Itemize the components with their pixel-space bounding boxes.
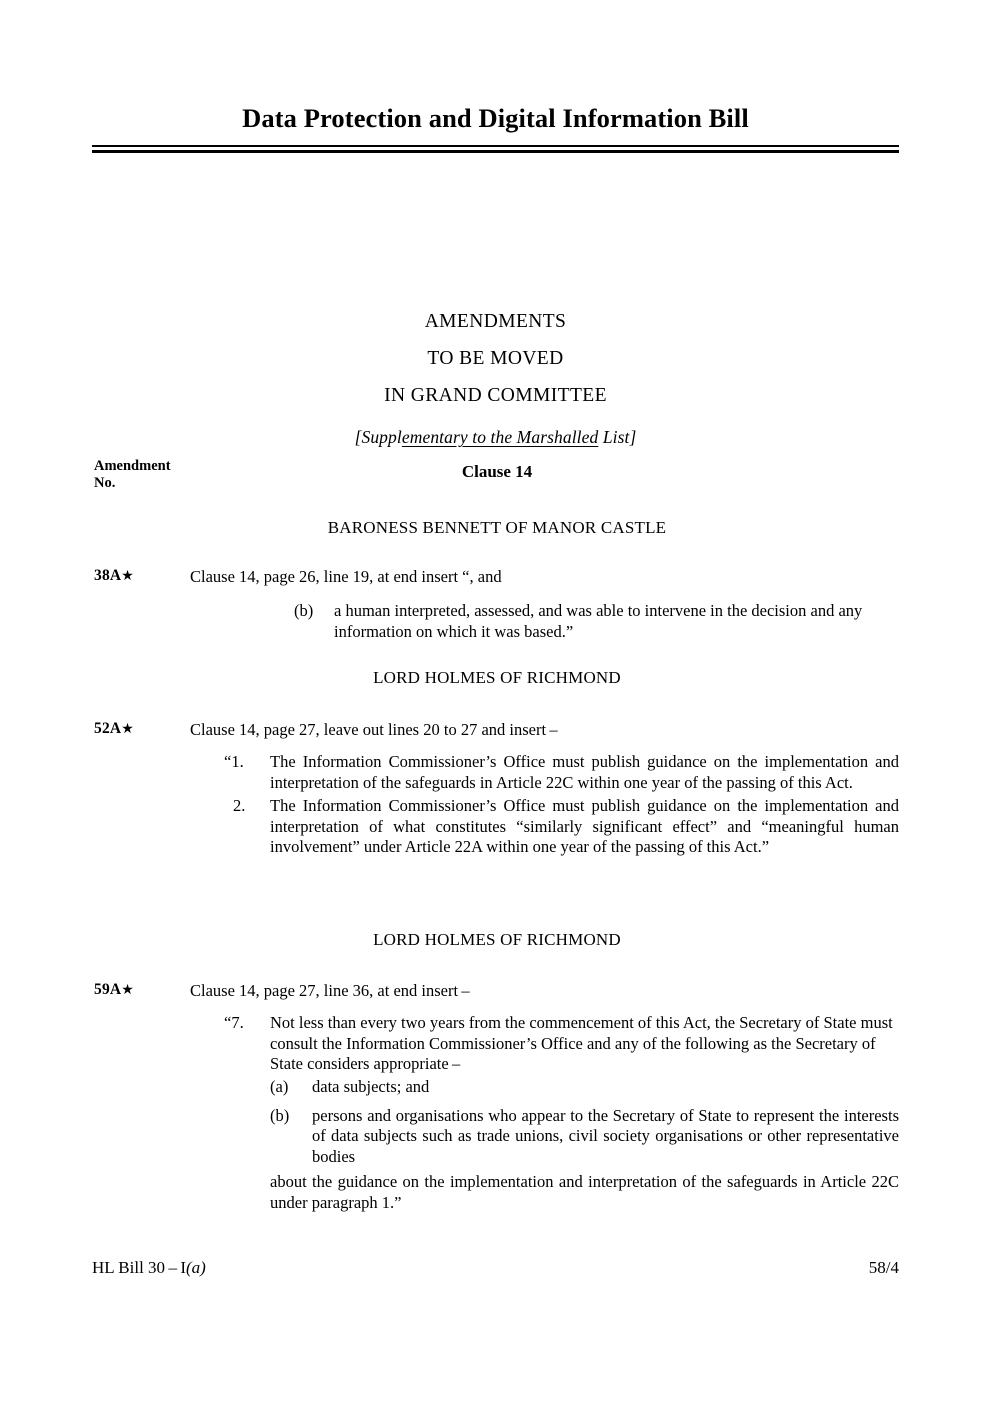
member-name-holmes-2: LORD HOLMES OF RICHMOND xyxy=(373,930,621,949)
item-marker: (b) xyxy=(270,1105,290,1125)
bill-reference xyxy=(92,1258,206,1278)
star-icon: ★ xyxy=(121,722,134,737)
title-divider xyxy=(92,145,899,153)
list-item xyxy=(270,1077,899,1098)
item-text: The Information Commissioner’s Office must publish guidance on the implementation and interpretation of what constitutes “similarly significant effect” and “meaningful human involvement” under Article 22A within one year of the passing of this Act.” xyxy=(270,796,899,856)
amendment-number-59a-text: 59A xyxy=(94,981,122,998)
inserted-block-52a xyxy=(224,752,899,858)
star-icon: ★ xyxy=(121,983,134,998)
page-reference: 58/4 xyxy=(868,1258,899,1277)
heading-block xyxy=(92,303,899,448)
heading-amendments: AMENDMENTS xyxy=(424,311,567,332)
supplementary-note-underlined: ementary to the Marshalled xyxy=(401,427,599,447)
closing-paragraph-59a: about the guidance on the implementation and interpretation of the safeguards in Article 22C under paragraph 1.” xyxy=(270,1172,899,1212)
clause-heading: Clause 14 xyxy=(461,462,533,481)
supplementary-note-tail: List] xyxy=(598,427,637,447)
amendment-number-38a xyxy=(94,567,204,585)
inserted-block-59a xyxy=(224,1013,899,1075)
item-text: data subjects; and xyxy=(312,1077,430,1096)
heading-in-grand-committee: IN GRAND COMMITTEE xyxy=(384,385,607,406)
amendment-no-label: Amendment No. xyxy=(94,458,171,491)
item-marker: “1. xyxy=(224,752,244,771)
item-text: a human interpreted, assessed, and was able to intervene in the decision and any information on which it was based.” xyxy=(334,601,863,641)
item-marker: 2. xyxy=(233,796,246,815)
amendment-lead-38a: Clause 14, page 26, line 19, at end insert “, and xyxy=(190,567,502,586)
item-marker: “7. xyxy=(224,1013,244,1032)
heading-to-be-moved: TO BE MOVED xyxy=(427,348,564,369)
item-marker: (a) xyxy=(270,1077,289,1096)
amendment-number-52a-text: 52A xyxy=(94,720,122,737)
item-marker: (b) xyxy=(294,601,314,620)
list-item xyxy=(224,752,899,793)
item-text: The Information Commissioner’s Office must publish guidance on the implementation and interpretation of the safeguards in Article 22C within one year of the passing of this Act. xyxy=(270,752,899,792)
amendment-number-59a xyxy=(94,981,204,999)
member-name-holmes-1: LORD HOLMES OF RICHMOND xyxy=(373,668,621,687)
member-name-bennett: BARONESS BENNETT OF MANOR CASTLE xyxy=(327,518,667,537)
supplementary-note-open: [Suppl xyxy=(354,427,402,447)
bill-reference-prefix: HL Bill 30 – I xyxy=(92,1258,187,1277)
item-text: Not less than every two years from the commencement of this Act, the Secretary of State must consult the Information Commissioner’s Office and any of the following as the Secretary of State considers appropriate – xyxy=(270,1013,893,1073)
amendment-number-52a xyxy=(94,720,204,738)
amendment-lead-59a: Clause 14, page 27, line 36, at end insert – xyxy=(190,981,470,1000)
list-item xyxy=(224,796,899,858)
divider-rule-thick xyxy=(92,150,899,153)
amendment-number-38a-text: 38A xyxy=(94,567,122,584)
inserted-subitems-59a xyxy=(270,1077,899,1167)
list-item xyxy=(224,1013,899,1075)
page-title: Data Protection and Digital Information Bill xyxy=(242,103,749,133)
list-item xyxy=(270,1106,899,1168)
amendment-lead-52a: Clause 14, page 27, leave out lines 20 to 27 and insert – xyxy=(190,720,558,739)
inserted-item-38a-b xyxy=(294,601,899,642)
bill-reference-suffix: (a) xyxy=(186,1258,206,1277)
item-text: persons and organisations who appear to the Secretary of State to represent the interests of data subjects such as trade unions, civil society organisations or other representative bodies xyxy=(312,1105,899,1166)
list-item xyxy=(294,601,899,642)
star-icon: ★ xyxy=(121,569,134,584)
supplementary-note xyxy=(92,427,899,448)
